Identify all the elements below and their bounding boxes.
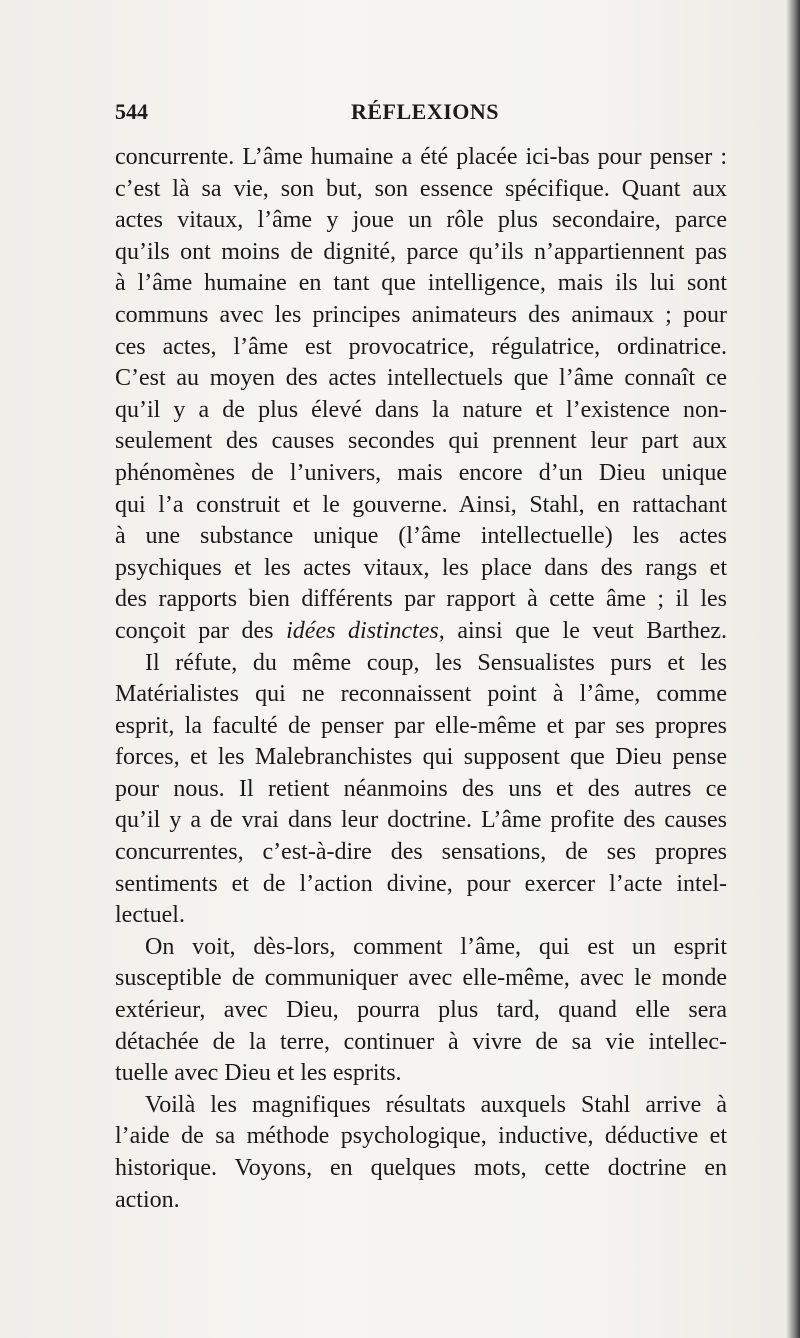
text-line: qui l’a construit et le gouverne. Ainsi, Stahl, en rattachant (115, 491, 727, 518)
text-line: communs avec les principes animateurs des animaux ; pour (115, 301, 727, 328)
text-fragment: ainsi que le veut Barthez. (444, 617, 728, 644)
text-line: forces, et les Malebranchistes qui supposent que Dieu pense (115, 744, 727, 771)
text-fragment: conçoit par des (115, 617, 287, 644)
page-edge-shadow (786, 0, 800, 1338)
text-line: Matérialistes qui ne reconnaissent point à l’âme, comme (115, 681, 727, 708)
text-line: phénomènes de l’univers, mais encore d’un Dieu unique (115, 459, 727, 486)
text-line (115, 616, 727, 648)
page-number: 544 (115, 99, 148, 124)
text-line: Voilà les magnifiques résultats auxquels Stahl arrive à (145, 1091, 727, 1118)
text-line: des rapports bien différents par rapport à cette âme ; il les (115, 586, 727, 613)
text-line: sentiments et de l’action divine, pour exercer l’acte intel- (115, 870, 727, 897)
text-line: concurrentes, c’est-à-dire des sensations, de ses propres (115, 839, 727, 866)
text-line: l’aide de sa méthode psychologique, inductive, déductive et (115, 1123, 727, 1150)
text-line: pour nous. Il retient néanmoins des uns et des autres ce (115, 775, 727, 802)
text-line: tuelle avec Dieu et les esprits. (115, 1060, 402, 1087)
text-line: extérieur, avec Dieu, pourra plus tard, quand elle sera (115, 997, 727, 1024)
text-line: détachée de la terre, continuer à vivre de sa vie intellec- (115, 1028, 727, 1055)
text-line: c’est là sa vie, son but, son essence spécifique. Quant aux (115, 175, 727, 202)
text-line: à une substance unique (l’âme intellectuelle) les actes (115, 523, 727, 550)
running-head: RÉFLEXIONS (350, 99, 500, 124)
body-text (115, 142, 727, 1216)
text-line: lectuel. (115, 902, 185, 929)
text-line: C’est au moyen des actes intellectuels que l’âme connaît ce (115, 365, 727, 392)
text-line: qu’il y a de vrai dans leur doctrine. L’âme profite des causes (115, 807, 727, 834)
page-header (115, 99, 735, 133)
text-line: seulement des causes secondes qui prennent leur part aux (115, 428, 727, 455)
text-line: action. (115, 1186, 180, 1213)
italic-fragment: idées distinctes, (286, 617, 445, 644)
text-line: On voit, dès-lors, comment l’âme, qui est un esprit (145, 933, 727, 960)
text-line: ces actes, l’âme est provocatrice, régulatrice, ordinatrice. (115, 333, 727, 360)
text-line: qu’ils ont moins de dignité, parce qu’ils n’appartiennent pas (115, 238, 727, 265)
text-line: susceptible de communiquer avec elle-même, avec le monde (115, 965, 727, 992)
text-line: concurrente. L’âme humaine a été placée ici-bas pour penser : (115, 144, 727, 170)
text-line: esprit, la faculté de penser par elle-même et par ses propres (115, 712, 727, 739)
text-line: actes vitaux, l’âme y joue un rôle plus secondaire, parce (115, 207, 727, 234)
text-line: psychiques et les actes vitaux, les place dans des rangs et (115, 554, 727, 581)
text-line: Il réfute, du même coup, les Sensualistes purs et les (145, 649, 727, 676)
text-line: qu’il y a de plus élevé dans la nature et l’existence non- (115, 396, 727, 423)
text-line: historique. Voyons, en quelques mots, cette doctrine en (115, 1155, 727, 1181)
text-line: à l’âme humaine en tant que intelligence, mais ils lui sont (115, 270, 727, 297)
